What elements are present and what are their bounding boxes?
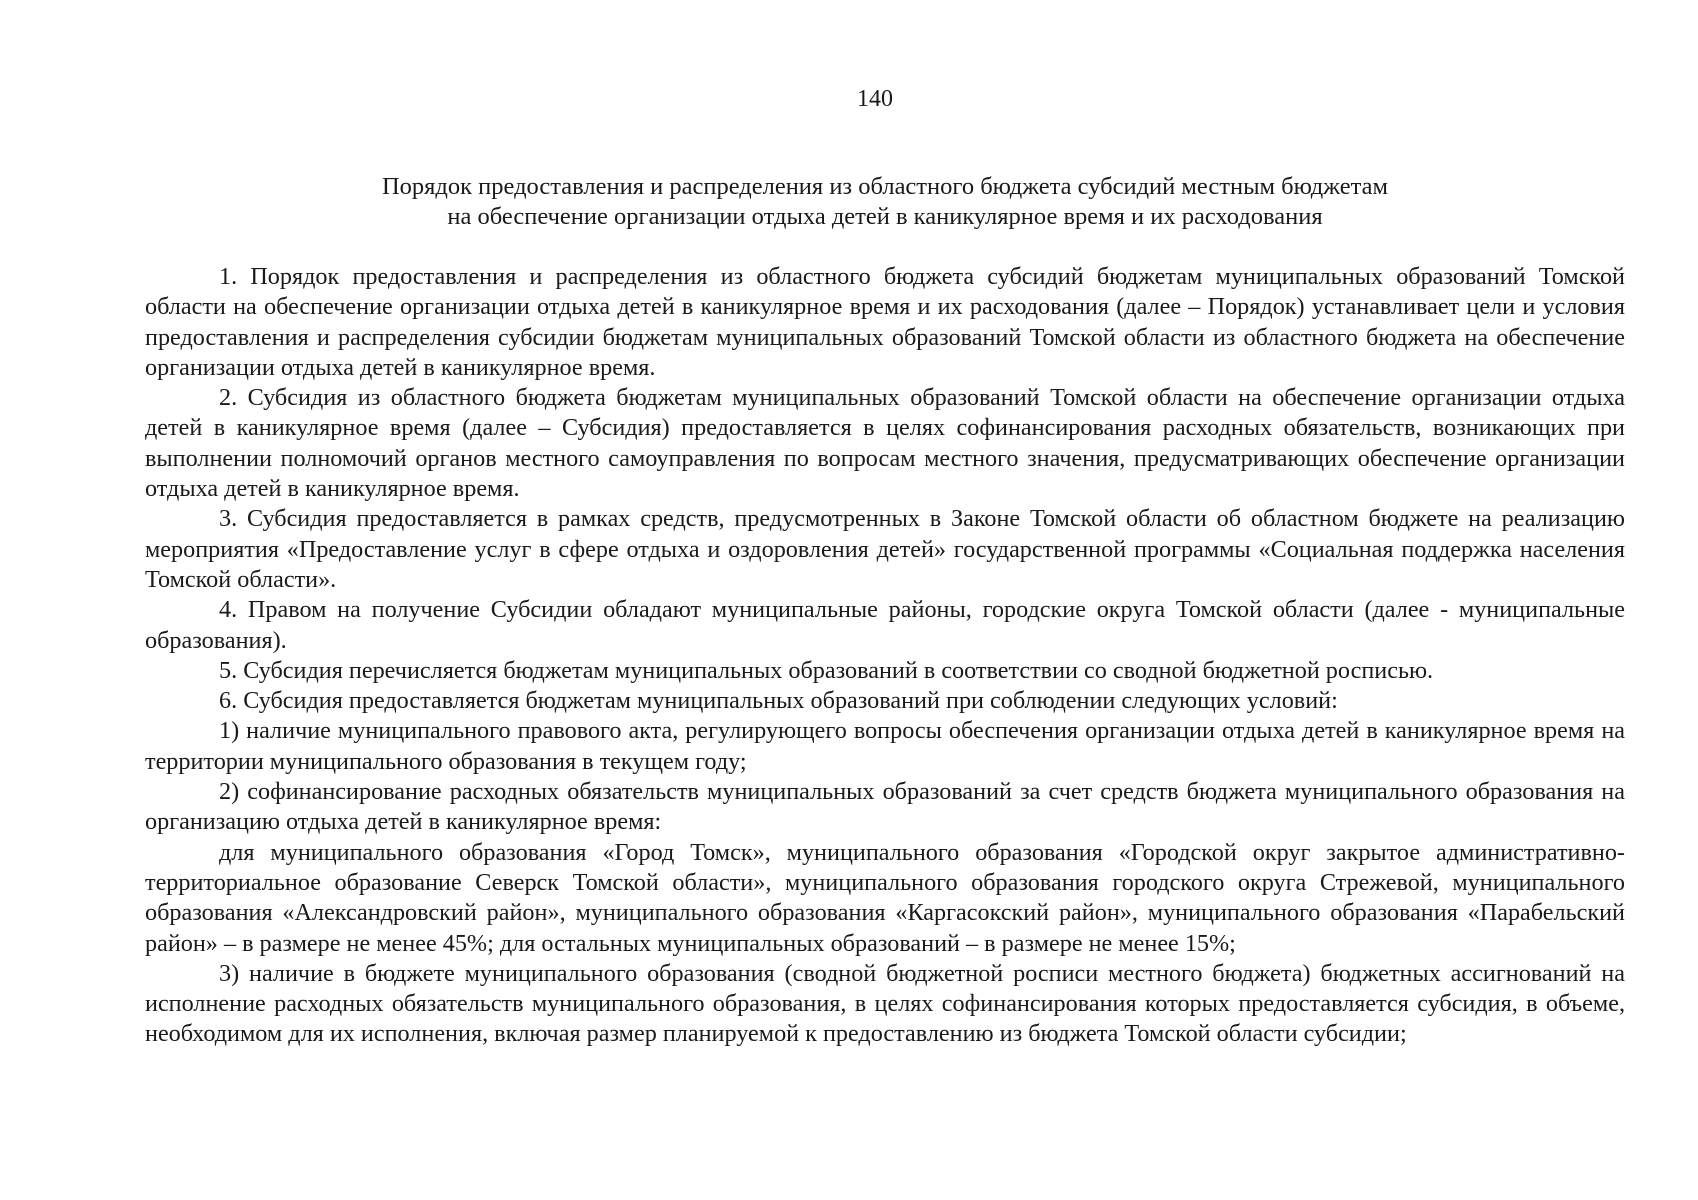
title-line-1: Порядок предоставления и распределения из областного бюджета субсидий местным бюджетам [381, 173, 1389, 200]
paragraph-6: 6. Субсидия предоставляется бюджетам муниципальных образований при соблюдении следующих условий: [219, 687, 1338, 715]
paragraph-2: 2. Субсидия из областного бюджета бюджетам муниципальных образований Томской области на обеспечение организации отдыха детей в каникулярное время (далее – Субсидия) предоставляется в целях софинансирования расходных обязательств, возникающих при выполнении полномочий органов местного самоуправления по вопросам местного значения, предусматривающих обеспечение организации отдыха детей в каникулярное время. [145, 384, 1625, 503]
page-number: 140 [857, 86, 893, 112]
paragraph-4: 4. Правом на получение Субсидии обладают муниципальные районы, городские округа Томской области (далее - муниципальные образования). [145, 596, 1625, 654]
document-body [145, 262, 1625, 1050]
paragraph-5: 5. Субсидия перечисляется бюджетам муниципальных образований в соответствии со сводной бюджетной росписью. [219, 656, 1434, 684]
condition-2: 2) софинансирование расходных обязательств муниципальных образований за счет средств бюджета муниципального образования на организацию отдыха детей в каникулярное время: [145, 778, 1625, 836]
document-title [145, 172, 1625, 232]
paragraph-3: 3. Субсидия предоставляется в рамках средств, предусмотренных в Законе Томской области об областном бюджете на реализацию мероприятия «Предоставление услуг в сфере отдыха и оздоровления детей» государственной программы «Социальная поддержка населения Томской области». [145, 505, 1625, 593]
condition-2-detail: для муниципального образования «Город Томск», муниципального образования «Городской округ закрытое административно-территориальное образование Северск Томской области», муниципального образования городского округа Стрежевой, муниципального образования «Александровский район», муниципального образования «Каргасокский район», муниципального образования «Парабельский район» – в размере не менее 45%; для остальных муниципальных образований – в размере не менее 15%; [145, 838, 1625, 957]
condition-3: 3) наличие в бюджете муниципального образования (сводной бюджетной росписи местного бюджета) бюджетных ассигнований на исполнение расходных обязательств муниципального образования, в целях софинансирования которых предоставляется субсидия, в объеме, необходимом для их исполнения, включая размер планируемой к предоставлению из бюджета Томской области субсидии; [145, 959, 1625, 1048]
title-line-2: на обеспечение организации отдыха детей в каникулярное время и их расходования [447, 203, 1323, 230]
paragraph-1: 1. Порядок предоставления и распределения из областного бюджета субсидий бюджетам муниципальных образований Томской области на обеспечение организации отдыха детей в каникулярное время и их расходования (далее – Порядок) устанавливает цели и условия предоставления и распределения субсидии бюджетам муниципальных образований Томской области из областного бюджета на обеспечение организации отдыха детей в каникулярное время. [145, 263, 1625, 381]
condition-1: 1) наличие муниципального правового акта, регулирующего вопросы обеспечения организации отдыха детей в каникулярное время на территории муниципального образования в текущем году; [145, 717, 1625, 775]
